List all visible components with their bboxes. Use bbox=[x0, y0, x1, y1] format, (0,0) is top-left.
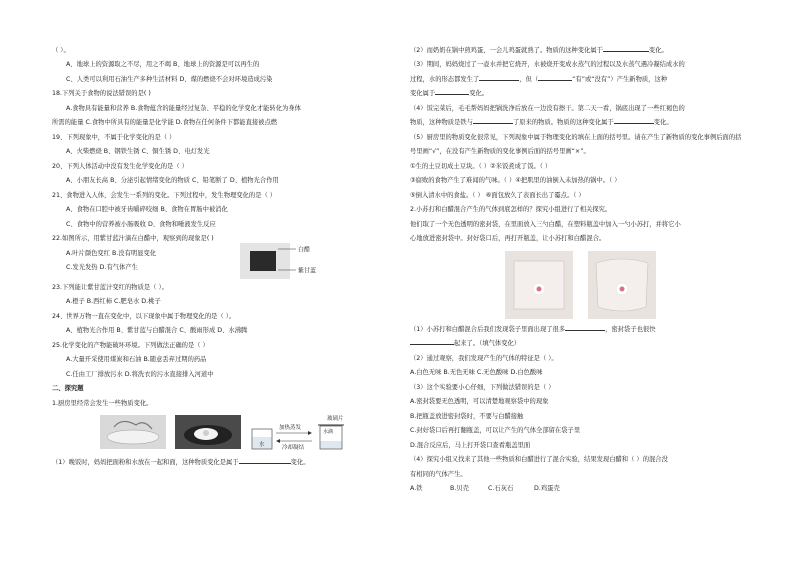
question-line: A.食物具有能量和营养 B.食物蕴含的能量经过复杂、平稳的化学变化才能转化为身体 bbox=[66, 104, 301, 112]
q4-c: 变化。 bbox=[653, 119, 673, 127]
q3-a: 过程，水的形态都发生了 bbox=[410, 75, 480, 83]
question-line: A、食物在口腔中被牙齿嚼碎咬细 B、食物在胃肠中被消化 bbox=[66, 206, 228, 214]
kitchen-figures bbox=[52, 413, 397, 453]
question-line: ③腐败的食物产生了难闻的气味。（ ）④把肌里的油倒入未加热的锅中。（ ） bbox=[410, 177, 621, 185]
question-line: 23.下列能让紫甘蓝汁变红的物质是（ ）。 bbox=[52, 283, 168, 291]
answer-blank[interactable] bbox=[435, 94, 469, 95]
cabbage-vinegar-figure bbox=[240, 243, 340, 279]
q3-d-pre: 变化属于 bbox=[410, 90, 436, 98]
question-line: 18.下列关于食物的说法错误的是( ) bbox=[52, 90, 151, 98]
q2-text: （2）而奶奶在锅中煎鸡蛋，一会儿鸡蛋就熟了。物质的这种变化属于 bbox=[410, 47, 603, 54]
label-vinegar: 白醋 bbox=[298, 246, 311, 254]
answer-blank[interactable] bbox=[603, 51, 649, 52]
question-line: （4）饭完菜后，毛毛帮妈妈把锅洗净后放在一边没有擦干。第二天一看，锅底出现了一些红褐色的 bbox=[410, 104, 685, 112]
answer-blank[interactable] bbox=[473, 123, 513, 124]
question-line: ⑤倒入清水中的食盐。（ ） ⑥面包放久了表面长出了霉点。（ ） bbox=[410, 191, 585, 199]
question-line bbox=[410, 46, 760, 56]
q4-b: 了原来的物质。物质的这种变化属于 bbox=[512, 119, 614, 127]
question-line: 有相同的气体产生。 bbox=[410, 470, 467, 478]
question-line: C.封好袋口后再打翻瓶盖，可以让产生的气体全部留在袋子里 bbox=[410, 427, 581, 435]
q4-a: 物质，这种物质是铁与 bbox=[410, 119, 473, 127]
question-line: A.叶片颜色变红 B.没有明显变化 bbox=[66, 249, 157, 257]
question-line: ①生的土豆切成土豆块。（ ）②米饭煮成了饭。（ ） bbox=[410, 162, 552, 170]
question-line bbox=[410, 339, 760, 349]
label-cool: 冷却凝结 bbox=[282, 445, 305, 452]
q3-c: “有”或“没有”）产生新物质，这种 bbox=[572, 75, 668, 83]
label-heat: 加热蒸发 bbox=[279, 425, 302, 432]
b-q1-c: 起来了。（填气体变化） bbox=[454, 340, 521, 348]
options-row bbox=[410, 484, 760, 494]
b-q1-b: ，密封袋子也很快 bbox=[605, 325, 656, 333]
question-line: 24、世界万物一直在变化中，以下现象中属于物理变化的是（ ）。 bbox=[52, 312, 236, 320]
question-line bbox=[410, 75, 760, 85]
section-heading: 二、探究题 bbox=[52, 385, 84, 393]
answer-blank[interactable] bbox=[565, 330, 605, 331]
question-line: （ ）。 bbox=[52, 47, 70, 54]
question-line: 25.化学变化的产物能破坏环境。下列做法正确的是（ ） bbox=[52, 341, 209, 349]
answer-blank[interactable] bbox=[239, 463, 291, 464]
question-line: （3）这个实验要小心仔细，下列做法错误的是（ ） bbox=[410, 383, 555, 391]
question-line: 心地放进密封袋中。封好袋口后，再打开瓶盖，让小苏打和白醋混合。 bbox=[410, 235, 606, 243]
dough-image bbox=[100, 415, 166, 449]
option-c: C.石灰石 bbox=[488, 485, 514, 493]
answer-blank[interactable] bbox=[479, 80, 519, 81]
question-line bbox=[52, 458, 397, 468]
q1-text: （1）晚饭时，妈妈把面粉和水放在一起和面，这种物质变化是属于 bbox=[52, 459, 239, 467]
frying-egg-image bbox=[175, 415, 241, 449]
question-line: 所需的能量 C.食物中所具有的能量是化学能 D.食物在任何条件下都能直接被点燃 bbox=[52, 119, 278, 127]
question-line: 19、下列现象中，不属于化学变化的是（ ） bbox=[52, 133, 176, 141]
q3-b: ，但（ bbox=[519, 75, 539, 83]
question-line bbox=[410, 325, 760, 335]
question-line: C、食物中的营养被小肠吸收 D、食物和唾液发生反应 bbox=[66, 220, 216, 228]
option-d: D.鸡蛋壳 bbox=[534, 485, 560, 493]
label-glass: 玻璃片 bbox=[327, 416, 344, 423]
q3-d: 变化。 bbox=[469, 90, 489, 98]
question-line: C.任由工厂排放污水 D.将洗衣的污水直接排入河道中 bbox=[66, 370, 214, 378]
question-line: A、植物光合作用 B、紫甘蓝与白醋混合 C、酸雨形成 D、水沸腾 bbox=[66, 327, 248, 335]
question-line: 1.厨房里经常会发生一些物质变化。 bbox=[52, 399, 153, 407]
question-line: 20、下列人体活动中没有发生化学变化的是（ ） bbox=[52, 162, 188, 170]
evaporation-diagram bbox=[252, 414, 344, 451]
label-water: 水 bbox=[259, 442, 265, 449]
b-q1: （1）小苏打和白醋混合后我们发现袋子里面出现了很多 bbox=[410, 325, 566, 333]
question-line: B.把瓶盖放进密封袋时，不要与白醋接触 bbox=[410, 412, 524, 420]
bag-photo-before bbox=[505, 251, 573, 319]
q22-block bbox=[52, 246, 397, 278]
question-line: A.密封袋要无色透明，可以清楚地观察袋中的现象 bbox=[410, 398, 549, 406]
question-line: （5）厨房里的物质变化很常见，下列现象中属于物理变化的填在上面的括号里。请在产生了新物质的变化事例后面的括 bbox=[410, 133, 742, 141]
question-line: A、小朋友长高 B、分泌引起情绪变化的物质 C、铅笔断了 D、植物光合作用 bbox=[66, 177, 279, 185]
right-column bbox=[410, 46, 760, 499]
question-line: C.发光发热 D.有气体产生 bbox=[66, 264, 138, 272]
question-line: （2）通过观察，我们发现产生的气体的特征是（ ）。 bbox=[410, 354, 558, 362]
question-line bbox=[410, 118, 760, 128]
question-line: 号里画“√”，在没有产生新物质的变化事例后面的括号里画“×”。 bbox=[410, 148, 590, 156]
question-line: A.橙子 B.西红柿 C.肥皂水 D.桃子 bbox=[66, 298, 161, 306]
answer-blank[interactable] bbox=[538, 80, 572, 81]
question-line: A、火柴燃烧 B、钢铁生锈 C、铜生锈 D、电灯发光 bbox=[66, 148, 210, 156]
question-line: （3）期间，妈妈烧过了一壶水并把它烧开，水被烧开变成水蒸气的过程以及水蒸气遇冷凝结成水的 bbox=[410, 61, 685, 69]
question-line: C、人类可以利用石油生产多种生活材料 D、煤的燃烧不会对环境造成污染 bbox=[66, 75, 273, 83]
question-line: 2.小苏打和白醋混合产生的气体到底怎样的？探究小组进行了相关探究。 bbox=[410, 206, 612, 214]
question-line: A.大量开采使用煤炭和石油 B.随意丢弃过期的药品 bbox=[66, 356, 207, 364]
question-line: 22.如图所示，用紫甘蓝汁滴在白醋中，观察到的现象是( ) bbox=[52, 235, 214, 243]
question-line: （4）探究小组又找来了其他一些物质和白醋进行了混合实验，结果发现白醋和（ ）的混合没 bbox=[410, 456, 668, 464]
question-line: 他们取了一个无色透明的密封袋，在里面放入三勺白醋，在塑料瓶盖中加入一勺小苏打，并将它小 bbox=[410, 220, 681, 228]
answer-blank[interactable] bbox=[410, 344, 454, 345]
q1-end: 变化。 bbox=[290, 459, 310, 467]
question-line: A、地球上的资源取之不尽，用之不竭 B、地球上的资源是可以再生的 bbox=[66, 61, 260, 69]
answer-blank[interactable] bbox=[614, 123, 654, 124]
q2-end: 变化。 bbox=[648, 47, 668, 54]
question-line: 21、食物进入人体，会发生一系列的变化。下列过程中，发生物理变化的是（ ） bbox=[52, 191, 277, 199]
label-cabbage: 紫甘蓝 bbox=[298, 267, 317, 275]
option-b: B.贝壳 bbox=[450, 485, 469, 493]
question-line: D.混合反应后，马上打开袋口查看瓶盖里面 bbox=[410, 441, 531, 449]
question-line: A.白色无味 B.无色无味 C.无色酸味 D.白色酸味 bbox=[410, 369, 543, 377]
bag-photo-after bbox=[588, 251, 656, 319]
bag-experiment-images bbox=[410, 249, 760, 321]
label-drops: 水滴 bbox=[323, 429, 334, 436]
left-column bbox=[52, 46, 397, 473]
option-a: A.铁 bbox=[410, 485, 423, 493]
question-line bbox=[410, 89, 760, 99]
